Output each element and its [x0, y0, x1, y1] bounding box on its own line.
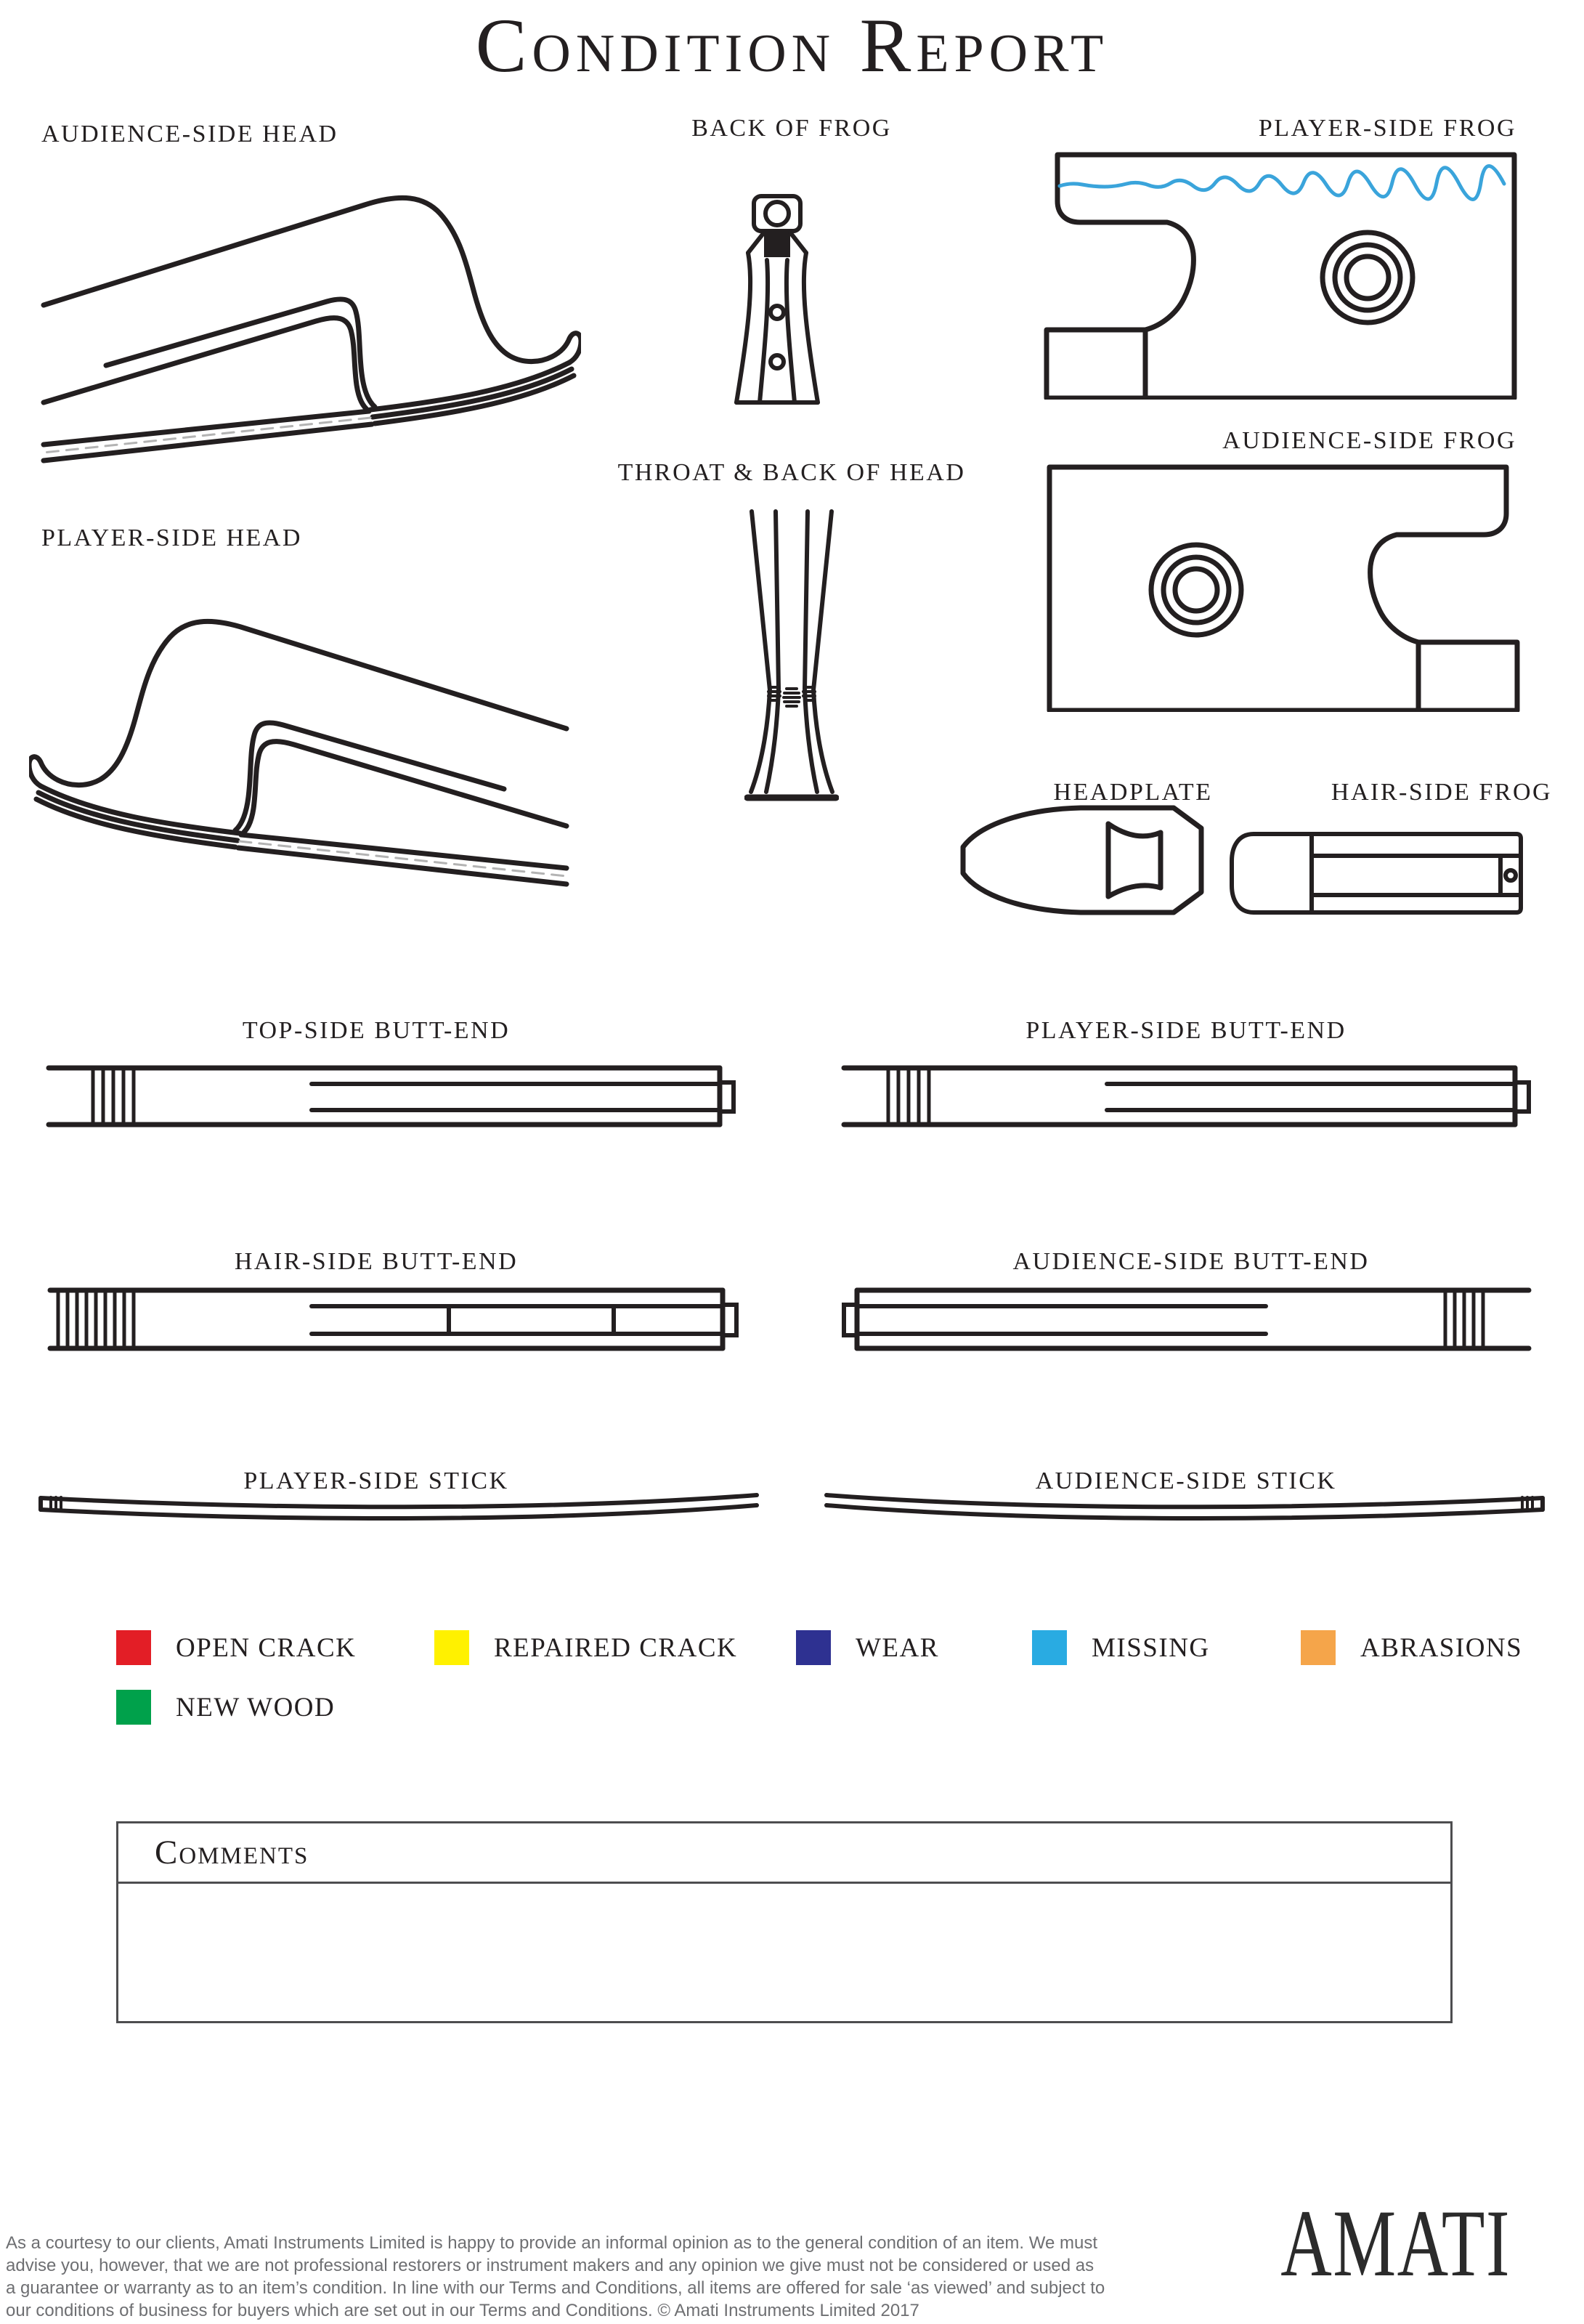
player-side-frog-drawing — [1042, 149, 1522, 400]
legend-item-wear — [796, 1630, 939, 1665]
comments-box — [116, 1821, 1453, 2023]
throat-back-of-head-drawing — [744, 507, 839, 809]
player-side-butt-end-drawing — [839, 1059, 1540, 1132]
winding-hatch — [93, 1068, 134, 1125]
waist-hatch-marks — [768, 687, 815, 706]
winding-hatch — [1445, 1290, 1483, 1348]
wear-swatch — [796, 1630, 831, 1665]
label-back-of-frog: BACK OF FROG — [691, 115, 892, 142]
missing-swatch — [1032, 1630, 1067, 1665]
hair-centerline — [44, 418, 370, 453]
label-player-side-head: PLAYER-SIDE HEAD — [41, 525, 302, 551]
legend-label: REPAIRED CRACK — [494, 1632, 738, 1663]
label-hair-side-frog: HAIR-SIDE FROG — [1331, 779, 1553, 806]
frog-pin — [771, 306, 784, 319]
label-audience-side-stick: AUDIENCE-SIDE STICK — [1035, 1467, 1337, 1494]
footer-line: advise you, however, that we are not professional restorers or instrument makers and any opinion we give must not be considered or used as — [6, 2256, 1094, 2275]
footer-line: a guarantee or warranty as to an item’s condition. In line with our Terms and Conditions, all items are offered for sale ‘as viewed’ and subject to — [6, 2278, 1105, 2298]
player-side-stick-drawing — [22, 1488, 763, 1526]
label-audience-side-butt-end: AUDIENCE-SIDE BUTT-END — [1012, 1248, 1370, 1275]
label-audience-side-frog: AUDIENCE-SIDE FROG — [1222, 427, 1516, 454]
legend-item-repaired-crack — [434, 1630, 737, 1665]
missing-annotation-line — [1060, 166, 1504, 199]
comments-title: Comments — [155, 1834, 309, 1871]
winding-hatch — [888, 1068, 929, 1125]
hair-side-butt-end-drawing — [44, 1281, 744, 1357]
player-side-head-drawing — [29, 563, 574, 890]
audience-side-head-drawing — [36, 139, 581, 466]
hair-side-frog-drawing — [1227, 830, 1525, 918]
comments-header — [118, 1823, 1450, 1884]
winding-hatch — [58, 1290, 134, 1348]
audience-side-frog-drawing — [1042, 461, 1522, 712]
legend-label: ABRASIONS — [1360, 1632, 1523, 1663]
label-audience-side-head: AUDIENCE-SIDE HEAD — [41, 121, 338, 147]
legend-label: OPEN CRACK — [176, 1632, 357, 1663]
amati-logo: AMATI — [1280, 2190, 1511, 2296]
label-player-side-butt-end: PLAYER-SIDE BUTT-END — [1025, 1017, 1347, 1044]
legend-label: MISSING — [1092, 1632, 1210, 1663]
open-crack-swatch — [116, 1630, 151, 1665]
label-hair-side-butt-end: HAIR-SIDE BUTT-END — [234, 1248, 519, 1275]
legend-item-new-wood — [116, 1690, 335, 1725]
legend-label: NEW WOOD — [176, 1692, 336, 1722]
screw-eye — [1506, 870, 1516, 880]
label-headplate: HEADPLATE — [1053, 779, 1213, 806]
label-player-side-stick: PLAYER-SIDE STICK — [243, 1467, 509, 1494]
legend-label: WEAR — [856, 1632, 939, 1663]
hair-centerline — [240, 841, 566, 876]
footer-disclaimer — [6, 2232, 1105, 2322]
label-throat-back-of-head: THROAT & BACK OF HEAD — [617, 459, 966, 486]
new-wood-swatch — [116, 1690, 151, 1725]
legend-item-abrasions — [1301, 1630, 1522, 1665]
legend-item-missing — [1032, 1630, 1210, 1665]
footer-line: As a courtesy to our clients, Amati Instruments Limited is happy to provide an informal opinion as to the general condition of an item. We must — [6, 2233, 1097, 2253]
back-of-frog-drawing — [726, 190, 828, 408]
footer-line: our conditions of business for buyers which are set out in our Terms and Conditions. © Amati Instruments Limited 2017 — [6, 2301, 919, 2320]
page-title: Condition Report — [475, 3, 1109, 88]
legend-item-open-crack — [116, 1630, 356, 1665]
frog-pin — [771, 355, 784, 368]
abrasions-swatch — [1301, 1630, 1336, 1665]
label-top-side-butt-end: TOP-SIDE BUTT-END — [242, 1017, 511, 1044]
label-player-side-frog: PLAYER-SIDE FROG — [1258, 115, 1516, 142]
ferrule — [764, 231, 790, 257]
audience-side-butt-end-drawing — [835, 1281, 1540, 1357]
top-side-butt-end-drawing — [44, 1059, 744, 1132]
repaired-crack-swatch — [434, 1630, 469, 1665]
audience-side-stick-drawing — [821, 1488, 1561, 1526]
headplate-drawing — [957, 802, 1208, 918]
comments-input-area[interactable] — [118, 1884, 1450, 2021]
